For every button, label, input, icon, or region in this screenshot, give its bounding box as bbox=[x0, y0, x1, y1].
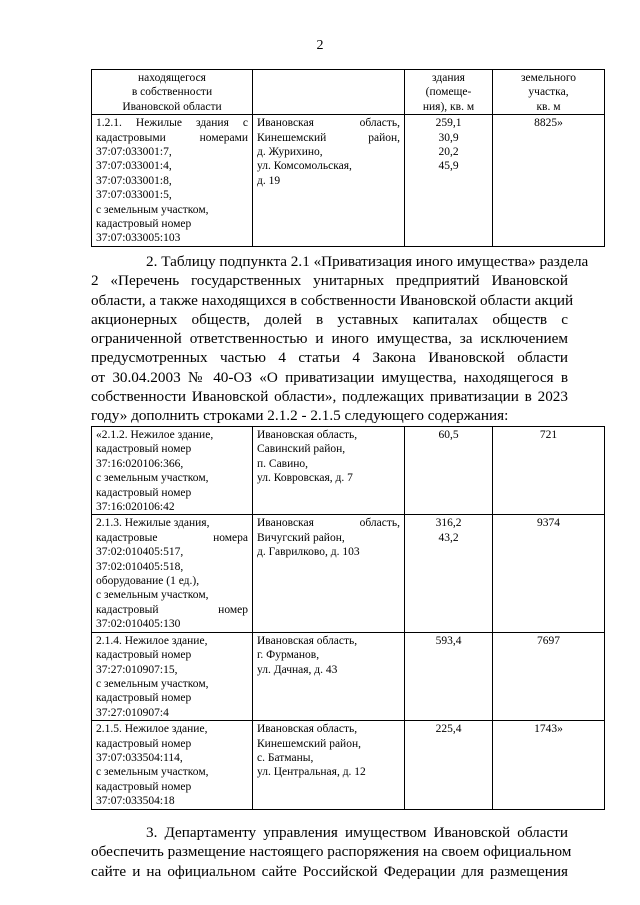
area-value: 30,9 bbox=[438, 131, 459, 144]
land-value: 1743» bbox=[534, 723, 563, 736]
paragraph-2 bbox=[91, 252, 589, 426]
address-line: г. Фурманов, bbox=[257, 649, 320, 662]
paragraph-line: году» дополнить строками 2.1.2 - 2.1.5 следующего содержания: bbox=[91, 407, 509, 425]
area-value: 43,2 bbox=[438, 531, 459, 544]
area-value: 45,9 bbox=[438, 160, 459, 173]
land-area-cell bbox=[493, 115, 605, 247]
object-line: 37:02:010405:130 bbox=[96, 618, 181, 631]
object-line: кадастровый номер bbox=[96, 486, 192, 499]
area-value: 20,2 bbox=[438, 146, 459, 159]
object-line: 37:07:033504:18 bbox=[96, 795, 175, 808]
address-line: Ивановская область, bbox=[257, 634, 358, 647]
object-line: кадастровый номер bbox=[96, 649, 192, 662]
object-line: 2.1.3. Нежилые здания, bbox=[96, 517, 210, 530]
paragraph-line: акционерных обществ, долей в уставных капиталах обществ с bbox=[91, 310, 568, 328]
object-line: 37:07:033005:103 bbox=[96, 232, 181, 245]
address-cell bbox=[253, 632, 405, 720]
address-line: Ивановская область, bbox=[257, 517, 400, 530]
object-line: 37:07:033504:114, bbox=[96, 751, 183, 764]
object-line: 37:27:010907:15, bbox=[96, 663, 178, 676]
paragraph-line: 2. Таблицу подпункта 2.1 «Приватизация иного имущества» раздела bbox=[146, 253, 589, 270]
header-text: Ивановской области bbox=[122, 100, 222, 113]
land-area-cell bbox=[493, 427, 605, 515]
table-header-row bbox=[92, 70, 605, 115]
paragraph-line: сайте и на официальном сайте Российской Федерации для размещения bbox=[91, 862, 568, 880]
address-line: ул. Ковровская, д. 7 bbox=[257, 472, 353, 485]
header-text: здания bbox=[432, 72, 465, 84]
paragraph-3 bbox=[91, 823, 572, 881]
object-line: кадастровый номер bbox=[96, 737, 192, 750]
header-land-area-cell bbox=[493, 70, 605, 115]
address-line: Савинский район, bbox=[257, 443, 346, 456]
address-line: Ивановская область, bbox=[257, 723, 358, 736]
header-text: (помеще- bbox=[425, 86, 472, 99]
address-cell bbox=[253, 721, 405, 809]
object-line: кадастровый номер bbox=[96, 218, 192, 231]
object-line: кадастровый номер bbox=[96, 603, 248, 616]
address-line: Кинешемский район, bbox=[257, 131, 400, 144]
object-cell bbox=[92, 115, 253, 247]
object-line: 37:27:010907:4 bbox=[96, 706, 169, 719]
page-number: 2 bbox=[316, 38, 324, 53]
paragraph-line: 2 «Перечень государственных унитарных предприятий Ивановской bbox=[91, 272, 568, 290]
address-line: Вичугский район, bbox=[257, 531, 345, 544]
address-line: д. 19 bbox=[257, 174, 281, 187]
area-value: 60,5 bbox=[438, 429, 459, 441]
paragraph-line: ограниченной ответственностью и иного имущества, за исключением bbox=[91, 330, 568, 348]
building-area-cell bbox=[405, 721, 493, 809]
building-area-cell bbox=[405, 515, 493, 632]
paragraph-line: предусмотренных частью 4 статьи 4 Закона Ивановской области bbox=[91, 349, 568, 367]
object-line: 37:16:020106:366, bbox=[96, 457, 184, 470]
table-row bbox=[92, 515, 605, 632]
table-row bbox=[92, 632, 605, 720]
header-object-cell bbox=[92, 70, 253, 115]
paragraph-line: обеспечить размещение настоящего распоряжения на своем официальном bbox=[91, 843, 572, 861]
land-value: 7697 bbox=[537, 634, 560, 647]
object-cell bbox=[92, 427, 253, 515]
property-table-1 bbox=[91, 69, 605, 247]
object-line: с земельным участком, bbox=[96, 203, 209, 216]
building-area-cell bbox=[405, 427, 493, 515]
address-cell bbox=[253, 427, 405, 515]
address-line: д. Гаврилково, д. 103 bbox=[257, 546, 360, 559]
object-line: 37:16:020106:42 bbox=[96, 501, 175, 514]
object-line: «2.1.2. Нежилое здание, bbox=[96, 429, 214, 441]
table-row bbox=[92, 427, 605, 515]
header-address-cell bbox=[253, 70, 405, 115]
building-area-cell bbox=[405, 115, 493, 247]
building-area-cell bbox=[405, 632, 493, 720]
address-cell bbox=[253, 115, 405, 247]
address-line: Ивановская область, bbox=[257, 429, 358, 441]
object-cell bbox=[92, 721, 253, 809]
object-line: с земельным участком, bbox=[96, 589, 209, 602]
object-line: 37:07:033001:8, bbox=[96, 174, 172, 187]
land-value: 9374 bbox=[537, 517, 560, 530]
object-line: 37:07:033001:4, bbox=[96, 160, 172, 173]
object-line: с земельным участком, bbox=[96, 677, 209, 690]
header-building-area-cell bbox=[405, 70, 493, 115]
land-value: 8825» bbox=[534, 117, 563, 130]
header-text: ния), кв. м bbox=[422, 100, 475, 113]
land-area-cell bbox=[493, 632, 605, 720]
land-value: 721 bbox=[539, 429, 558, 441]
area-value: 225,4 bbox=[435, 723, 462, 736]
object-line: 2.1.4. Нежилое здание, bbox=[96, 634, 208, 647]
object-line: с земельным участком, bbox=[96, 472, 209, 485]
object-line: оборудование (1 ед.), bbox=[96, 575, 200, 588]
object-line: 1.2.1. Нежилые здания с bbox=[96, 117, 248, 130]
object-line: 37:07:033001:7, bbox=[96, 146, 172, 159]
paragraph-line: от 30.04.2003 № 40-ОЗ «О приватизации имущества, находящегося в bbox=[91, 368, 568, 386]
address-line: Кинешемский район, bbox=[257, 737, 361, 750]
object-line: 37:02:010405:518, bbox=[96, 560, 184, 573]
paragraph-line: 3. Департаменту управления имуществом Ивановской области bbox=[146, 824, 568, 841]
table-row bbox=[92, 115, 605, 247]
header-text: находящегося bbox=[138, 72, 206, 84]
object-line: 2.1.5. Нежилое здание, bbox=[96, 723, 208, 736]
land-area-cell bbox=[493, 515, 605, 632]
address-line: п. Савино, bbox=[257, 457, 309, 470]
header-text: в собственности bbox=[131, 86, 213, 99]
address-line: ул. Центральная, д. 12 bbox=[257, 766, 366, 779]
object-line: кадастровый номер bbox=[96, 443, 192, 456]
object-line: кадастровые номера bbox=[96, 531, 248, 544]
paragraph-line: области, а также находящихся в собственности Ивановской области акций bbox=[91, 291, 574, 309]
header-text: земельного bbox=[520, 72, 577, 84]
address-line: д. Журихино, bbox=[257, 146, 323, 159]
property-table-2 bbox=[91, 426, 605, 810]
header-text: участка, bbox=[528, 86, 569, 99]
address-line: Ивановская область, bbox=[257, 117, 400, 130]
object-line: с земельным участком, bbox=[96, 766, 209, 779]
address-line: ул. Дачная, д. 43 bbox=[257, 663, 338, 676]
area-value: 259,1 bbox=[435, 117, 462, 130]
area-value: 316,2 bbox=[435, 517, 462, 530]
object-line: кадастровыми номерами bbox=[96, 131, 248, 144]
object-cell bbox=[92, 515, 253, 632]
paragraph-line: собственности Ивановской области», подлежащих приватизации в 2023 bbox=[91, 388, 568, 406]
address-line: с. Батманы, bbox=[257, 751, 314, 764]
area-value: 593,4 bbox=[435, 634, 462, 647]
address-line: ул. Комсомольская, bbox=[257, 160, 352, 173]
object-line: кадастровый номер bbox=[96, 780, 192, 793]
object-line: 37:02:010405:517, bbox=[96, 546, 184, 559]
header-text: кв. м bbox=[536, 100, 561, 113]
land-area-cell bbox=[493, 721, 605, 809]
object-line: 37:07:033001:5, bbox=[96, 189, 172, 202]
address-cell bbox=[253, 515, 405, 632]
object-line: кадастровый номер bbox=[96, 692, 192, 705]
object-cell bbox=[92, 632, 253, 720]
table-row bbox=[92, 721, 605, 809]
